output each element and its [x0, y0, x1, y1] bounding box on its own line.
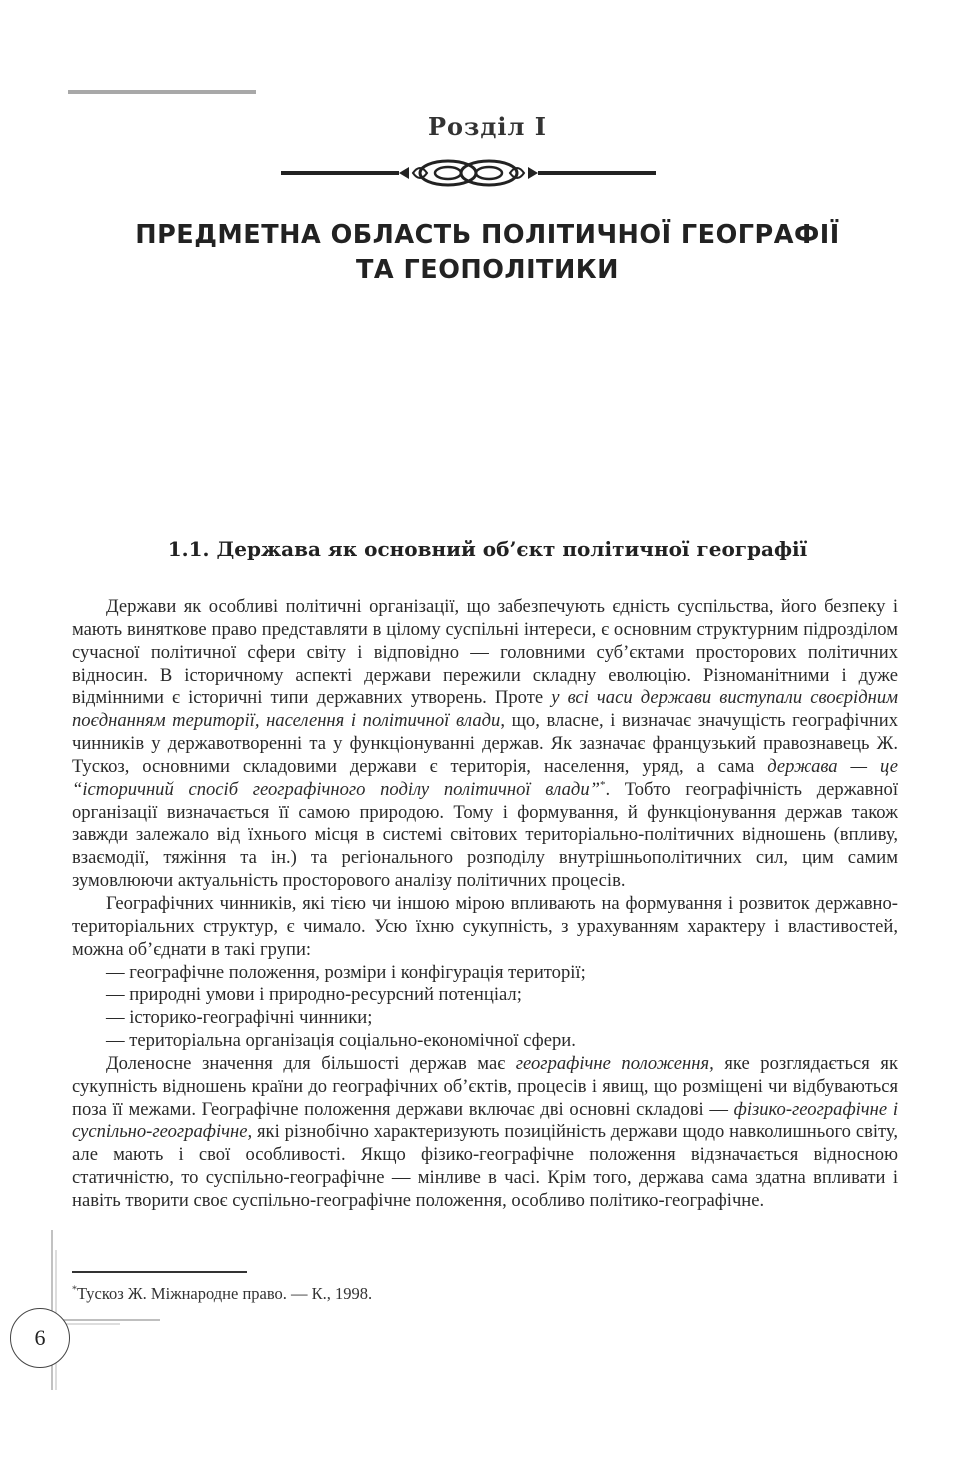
paragraph-3 — [72, 1053, 898, 1213]
footnote-text: Тускоз Ж. Міжнародне право. — К., 1998. — [77, 1284, 373, 1303]
factor-list — [72, 962, 898, 1053]
paragraph-1-text-b: , що, власне, і визначає значущість географічних чинників у державотворенні та у функціонуванні держав. Як зазначає французький правознавець Ж. Тускоз, основними складовими держави є територія, населення, уряд, а сама — [72, 710, 898, 777]
chapter-title-line-2: ТА ГЕОПОЛІТИКИ — [356, 255, 619, 285]
footnote-mark: * — [72, 1284, 77, 1296]
paragraph-3-text-b: яке розглядається як сукупність відношень країни до географічних об’єктів, процесів і явищ, що розміщені чи відбуваються поза її межами. Географічне положення держави включає дві основні складові — — [72, 1052, 898, 1120]
list-item: — географічне положення, розміри і конфігурація території; — [106, 961, 586, 983]
header-decorative-rule — [68, 90, 256, 94]
chapter-title-line-1: ПРЕДМЕТНА ОБЛАСТЬ ПОЛІТИЧНОЇ ГЕОГРАФІЇ — [135, 220, 840, 250]
chapter-label: Розділ I — [428, 112, 547, 141]
section-title: 1.1. Держава як основний об’єкт політичної географії — [167, 537, 808, 561]
paragraph-1 — [72, 596, 898, 893]
footnote-reference[interactable]: * — [599, 778, 606, 791]
paragraph-1-text-a: Держави як особливі політичні організації, що забезпечують єдність суспільства, його безпеку і мають виняткове право представляти в цілому суспільні інтереси, є основним структурним підрозділом сучасної політичної сфери світу і відповідно — головними суб’єктами просторових політичних відносин. В історичному аспекті держави пережили складну еволюцію. Різноманітними і дуже відмінними є історичні типи державних утворень. Проте — [72, 596, 898, 709]
paragraph-3-text-a: Доленосне значення для більшості держав має — [106, 1052, 516, 1074]
paragraph-2: Географічних чинників, які тією чи іншою мірою впливають на формування і розвиток державно-територіальних структур, є чимало. Усю їхню сукупність, з урахуванням характеру і властивостей, можна об’єднати в такі групи: — [72, 892, 898, 960]
list-item: — природні умови і природно-ресурсний потенціал; — [106, 984, 522, 1006]
paragraph-1-emphasis-b: держава — це “історичний спосіб географічного поділу політичної влади” — [72, 755, 899, 800]
paragraph-3-emphasis-b: фізико-географічне і суспільно-географічне, — [72, 1098, 898, 1143]
chapter-title — [60, 218, 915, 288]
list-item: — територіальна організація соціально-економічної сфери. — [106, 1030, 576, 1052]
ornament-divider-icon — [281, 157, 656, 189]
paragraph-1-text-c: . Тобто географічність державної організації визначається її самою природою. Тому і формування, й функціонування держав також завжди залежало від їхнього місця в системі світових територіально-політичних відношень (впливу, взаємодії, тяжіння та ін.) та регіонального розподілу внутрішньополітичних сил, цим самим зумовлюючи актуальність просторового аналізу політичних процесів. — [72, 778, 898, 892]
page-number: 6 — [10, 1308, 70, 1368]
paragraph-3-text-c: які різнобічно характеризують позиційність держави щодо навколишнього світу, але мають і свої особливості. Якщо фізико-географічне положення відзначається відносною статичністю, то суспільно-географічне — мінливе в часі. Крім того, держава сама здатна впливати і навіть творити своє суспільно-географічне положення, особливо політико-географічне. — [72, 1121, 898, 1211]
body-text — [72, 596, 898, 1213]
paragraph-3-emphasis-a: географічне положення, — [515, 1052, 714, 1074]
list-item: — історико-географічні чинники; — [106, 1007, 373, 1029]
paragraph-1-emphasis-a: у всі часи держави виступали своєрідним поєднанням території, населення і політичної влади — [72, 687, 898, 732]
